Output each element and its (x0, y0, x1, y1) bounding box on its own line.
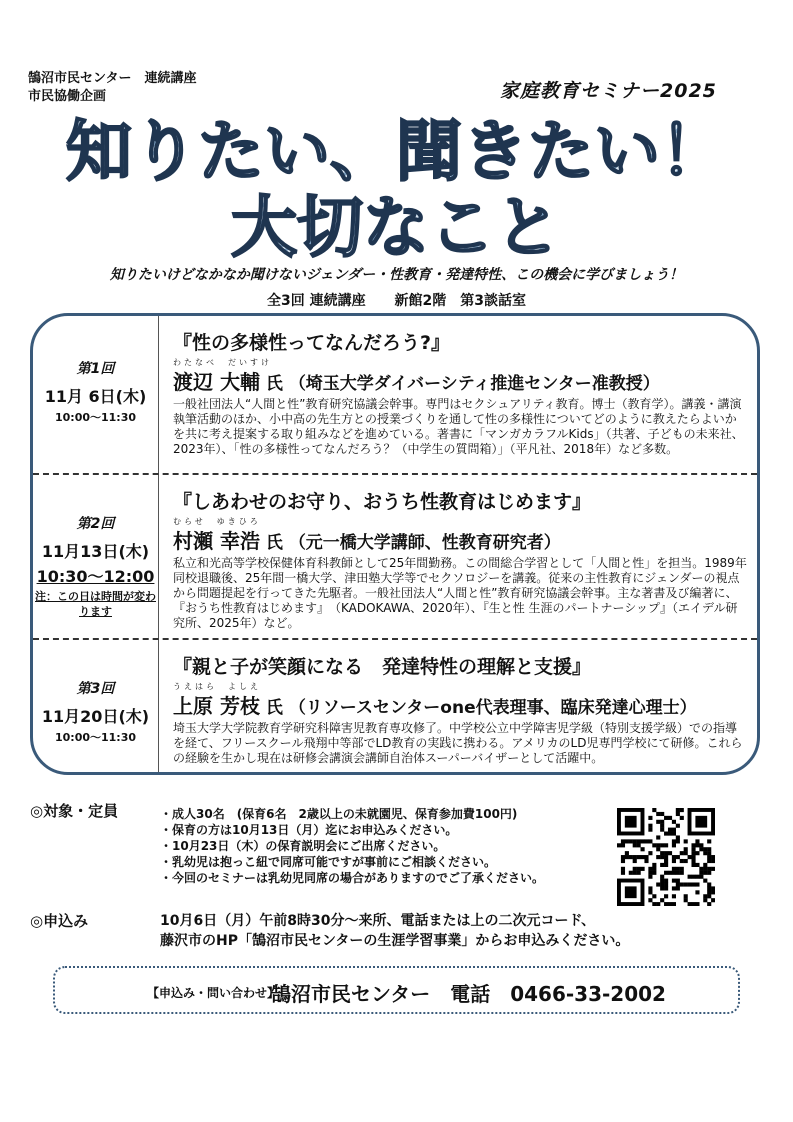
session-number: 第2回 (76, 516, 115, 532)
title-line2: 大切なこと (231, 189, 561, 262)
organizer-line1: 鵠沼市民センター 連続講座 (28, 71, 197, 86)
target-list (160, 806, 600, 886)
main-title (40, 112, 753, 262)
organizer-info (28, 70, 196, 106)
session-topic: 『しあわせのお守り、おうち性教育はじめます』 (173, 491, 592, 513)
target-label: 対象・定員 (43, 802, 119, 820)
speaker-affiliation: （元一橋大学講師、性教育研究者） (288, 533, 561, 553)
apply-line2: 藤沢市のHP「鵠沼市民センターの生涯学習事業」からお申込みください。 (160, 933, 630, 949)
title-line1: 知りたい、聞きたい！ (66, 113, 726, 190)
speaker-line (173, 690, 748, 719)
bullet-circle-icon: ◎ (30, 912, 44, 930)
speaker-honorific: 氏 (265, 533, 283, 553)
session-3-date-block (33, 678, 158, 745)
speaker-reading: うえはら よしえ (173, 682, 261, 691)
speaker-name: 村瀬 幸浩 (173, 529, 260, 553)
target-item: ・今回のセミナーは乳幼児同席の場合がありますのでご了承ください。 (160, 871, 545, 885)
venue: 新館2階 第3談話室 (394, 293, 526, 309)
speaker-honorific: 氏 (265, 374, 283, 394)
session-1-date-block (33, 358, 158, 425)
session-date: 11月20日(木) (41, 707, 150, 726)
session-topic: 『性の多様性ってなんだろう?』 (173, 332, 451, 354)
speaker-bio: 一般社団法人“人間と性”教育研究協議会幹事。専門はセクシュアリティ教育。博士（教育学）。講義・講演執筆活動のほか、小中高の先生方との授業づくりを通して性の多様性についてどのように教えたらよいかを共に考え提案する取り組みなどを進めている。著書に「マンガカラフルKids」（共著、子どもの未来社、2023年）、「性の多様性ってなんだろう？（中学生の質問箱）」（平凡社、2018年）など多数。 (173, 397, 744, 456)
speaker-affiliation: （埼玉大学ダイバーシティ推進センター准教授） (288, 374, 660, 394)
apply-heading (30, 910, 88, 931)
speaker-honorific: 氏 (265, 698, 283, 718)
session-2-content (173, 487, 748, 631)
session-date: 11月13日(木) (41, 542, 150, 561)
bullet-circle-icon: ◎ (30, 802, 44, 820)
series-name: 家庭教育セミナー2025 (500, 80, 717, 102)
series-info: 全3回 連続講座 (267, 293, 366, 309)
target-item: ・10月23日（木）の保育説明会にご出席ください。 (160, 839, 446, 853)
contact-phone[interactable]: 鵠沼市民センター 電話 0466-33-2002 (271, 982, 666, 1006)
contact-box (53, 966, 740, 1014)
apply-line1: 10月6日（月）午前8時30分～来所、電話または上の二次元コード、 (160, 913, 596, 929)
session-1 (33, 316, 757, 473)
sessions-panel (30, 313, 760, 775)
target-item: ・乳幼児は抱っこ紐で同席可能ですが事前にご相談ください。 (160, 855, 497, 869)
session-topic: 『親と子が笑顔になる 発達特性の理解と支援』 (173, 656, 592, 678)
session-3-content (173, 652, 748, 766)
target-item: ・保育の方は10月13日（月）迄にお申込みください。 (160, 823, 458, 837)
speaker-reading: わたなべ だいすけ (173, 358, 272, 367)
session-time: 10:00～11:30 (54, 731, 137, 744)
apply-label: 申込み (43, 912, 89, 930)
session-number: 第1回 (76, 361, 115, 377)
session-2 (33, 475, 757, 638)
session-2-date-block (33, 513, 158, 619)
qr-code[interactable] (617, 808, 715, 906)
target-item: ・成人30名 (保育6名 2歳以上の未就園児、保育参加費100円) (160, 807, 518, 821)
speaker-bio: 私立和光高等学校保健体育科教師として25年間勤務。この間総合学習として「人間と性」を担当。1989年同校退職後、25年間一橋大学、津田塾大学等でセクソロジーを講義。従来の主性教育にジェンダーの視点から問題提起を行ってきた先駆者。一般社団法人“人間と性”教育研究協議会幹事。主な著書及び編著に、『おうち性教育はじめます』 （KADOKAWA、2020年）、『生と性 生涯のパートナーシップ』（エイデル研究所、2025年）など。 (173, 556, 747, 630)
apply-info (160, 911, 629, 951)
session-time: 10:30～12:00 (36, 567, 155, 586)
session-date: 11月 6日(木) (44, 387, 147, 406)
speaker-reading: むらせ ゆきひろ (173, 517, 261, 526)
time-change-note: 注：この日は時間が変わります (35, 590, 156, 618)
session-3 (33, 640, 757, 772)
organizer-line2: 市民協働企画 (28, 89, 107, 104)
subtitle: 知りたいけどなかなか聞けないジェンダー・性教育・発達特性、この機会に学びましょう！ (109, 267, 684, 283)
course-meta (0, 290, 793, 310)
speaker-name: 渡辺 大輔 (173, 370, 260, 394)
contact-label: 【申込み・問い合わせ】 (147, 986, 280, 1000)
speaker-line (173, 366, 748, 395)
session-time: 10:00～11:30 (54, 411, 137, 424)
speaker-name: 上原 芳枝 (173, 694, 260, 718)
session-1-content (173, 328, 748, 457)
session-number: 第3回 (76, 681, 115, 697)
speaker-line (173, 525, 748, 554)
target-heading (30, 800, 118, 821)
speaker-affiliation: （リソースセンターone代表理事、臨床発達心理士） (288, 698, 697, 718)
speaker-bio: 埼玉大学大学院教育学研究科障害児教育専攻修了。中学校公立中学障害児学級（特別支援学級）での指導を経て、フリースクール飛翔中等部でLD教育の実践に携わる。アメリカのLD児専門学校にて研修。これらの経験を生かし現在は研修会講演会講師自治体スーパーバイザーとして活躍中。 (173, 721, 743, 765)
